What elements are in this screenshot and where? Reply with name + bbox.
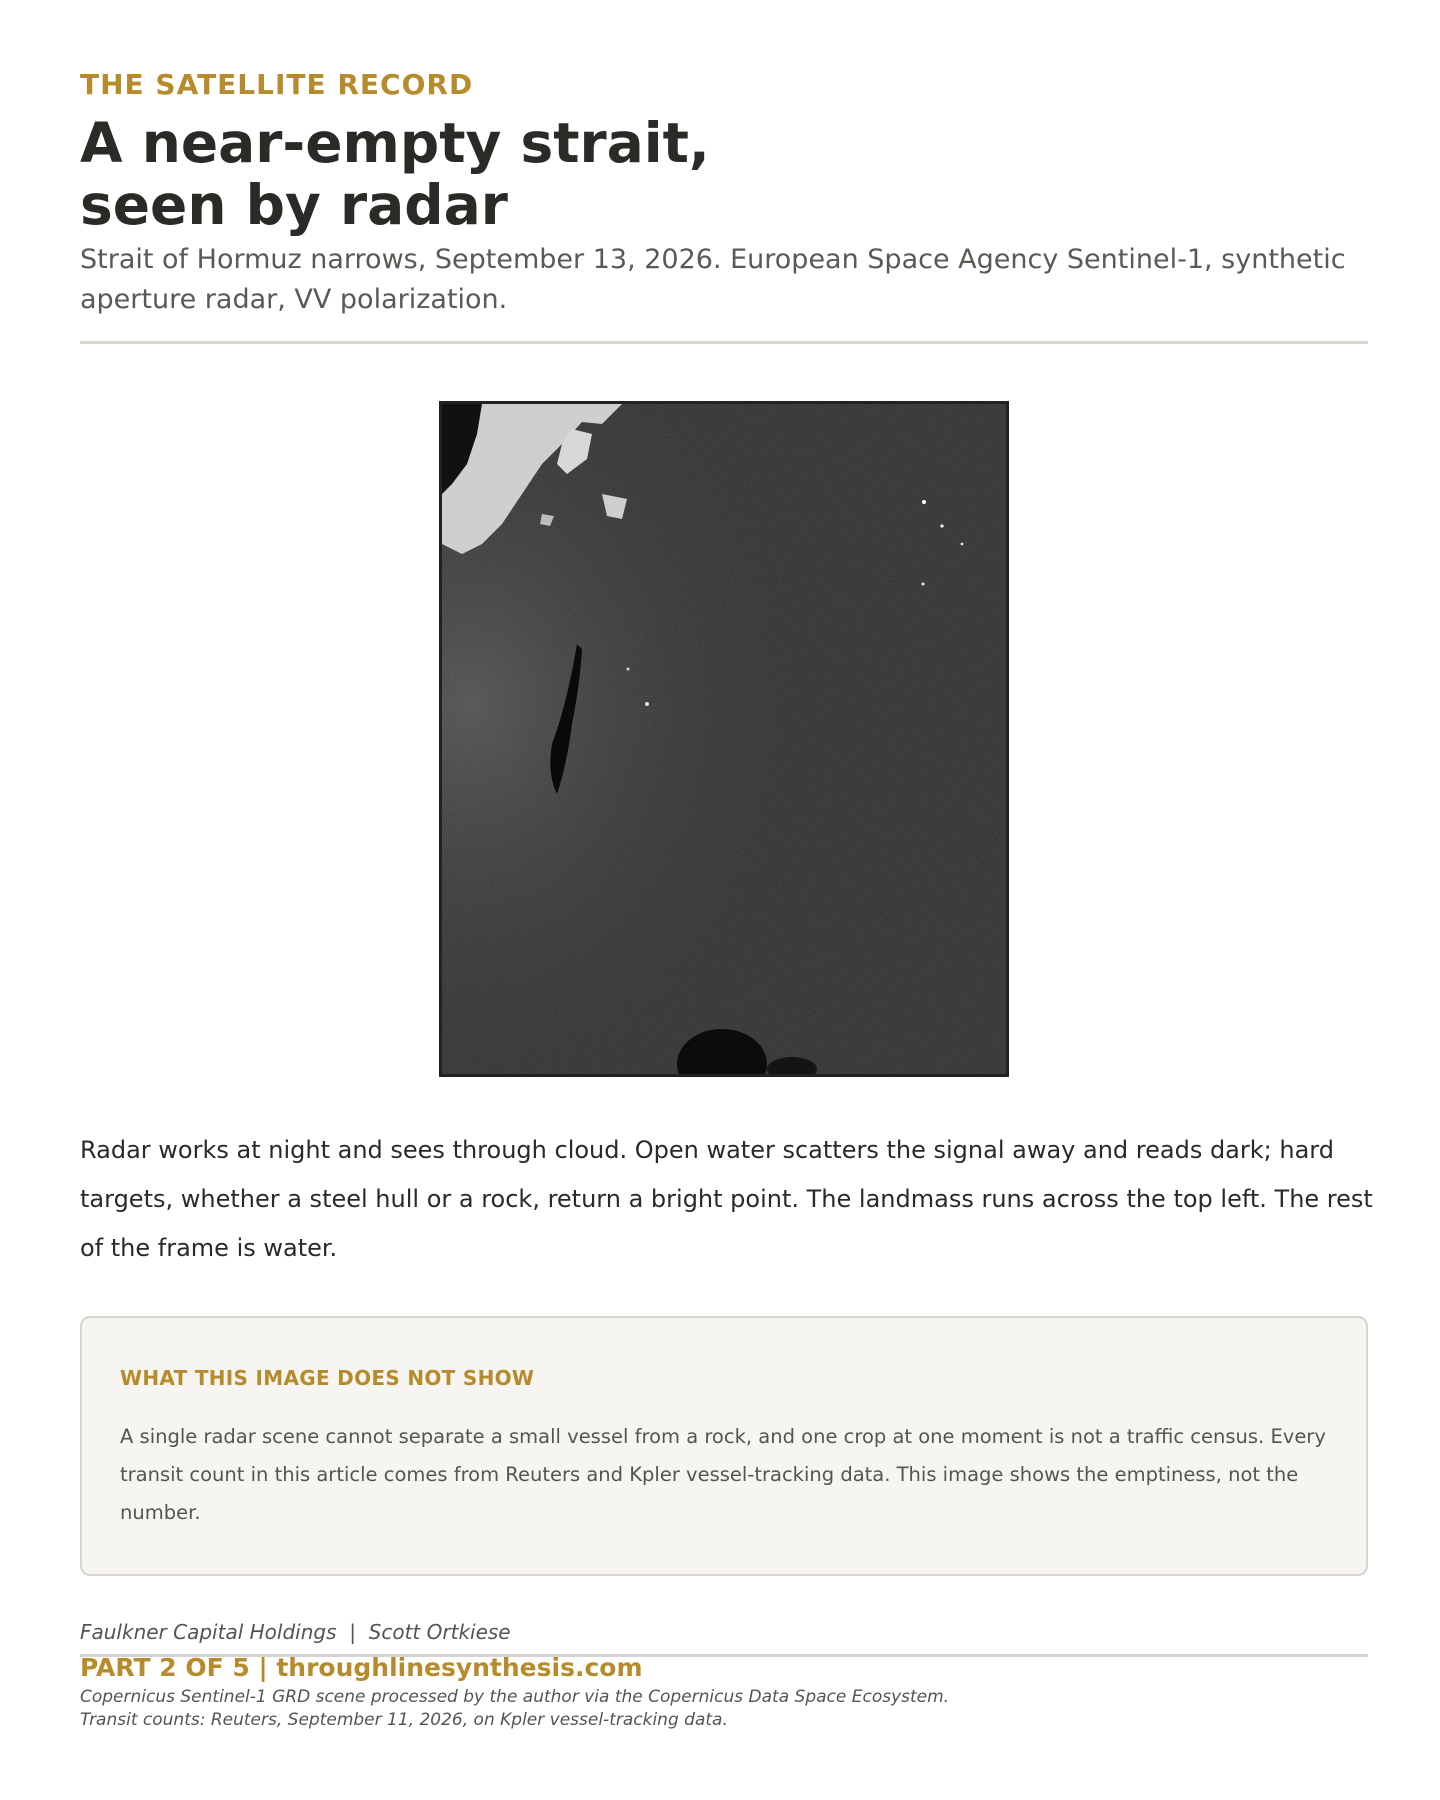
radar-image-graphic (442, 404, 1006, 1074)
headline-line-2: seen by radar (80, 173, 508, 237)
byline (80, 1620, 511, 1644)
callout-text: A single radar scene cannot separate a small vessel from a rock, and one crop at one moment is not a traffic census. Every transit count in this article comes from Reuters and Kpler vessel-tracking data. This image shows the emptiness, not the number. (120, 1425, 1326, 1524)
source-credits (80, 1686, 949, 1732)
credit-line-2: Transit counts: Reuters, September 11, 2026, on Kpler vessel-tracking data. (80, 1710, 728, 1730)
headline-line-1: A near-empty strait, (80, 111, 710, 175)
subtitle: Strait of Hormuz narrows, September 13, 2026. European Space Agency Sentinel-1, synthetic aperture radar, VV polarization. (80, 244, 1346, 315)
body-paragraph: Radar works at night and sees through cloud. Open water scatters the signal away and reads dark; hard targets, whether a steel hull or a rock, return a bright point. The landmass runs across the top left. The rest of the frame is water. (80, 1136, 1373, 1262)
callout-title: WHAT THIS IMAGE DOES NOT SHOW (120, 1366, 535, 1390)
series-text: PART 2 OF 5 | throughlinesynthesis.com (80, 1653, 643, 1682)
byline-text: Faulkner Capital Holdings | Scott Ortkiese (80, 1620, 511, 1644)
credit-line-1: Copernicus Sentinel-1 GRD scene processed by the author via the Copernicus Data Space Ecosystem. (80, 1687, 950, 1707)
section-kicker: THE SATELLITE RECORD (80, 68, 474, 101)
series-label (80, 1653, 643, 1682)
header-divider (80, 341, 1368, 344)
radar-satellite-image (439, 401, 1009, 1077)
caveat-callout (80, 1316, 1368, 1576)
page-title (80, 112, 710, 236)
